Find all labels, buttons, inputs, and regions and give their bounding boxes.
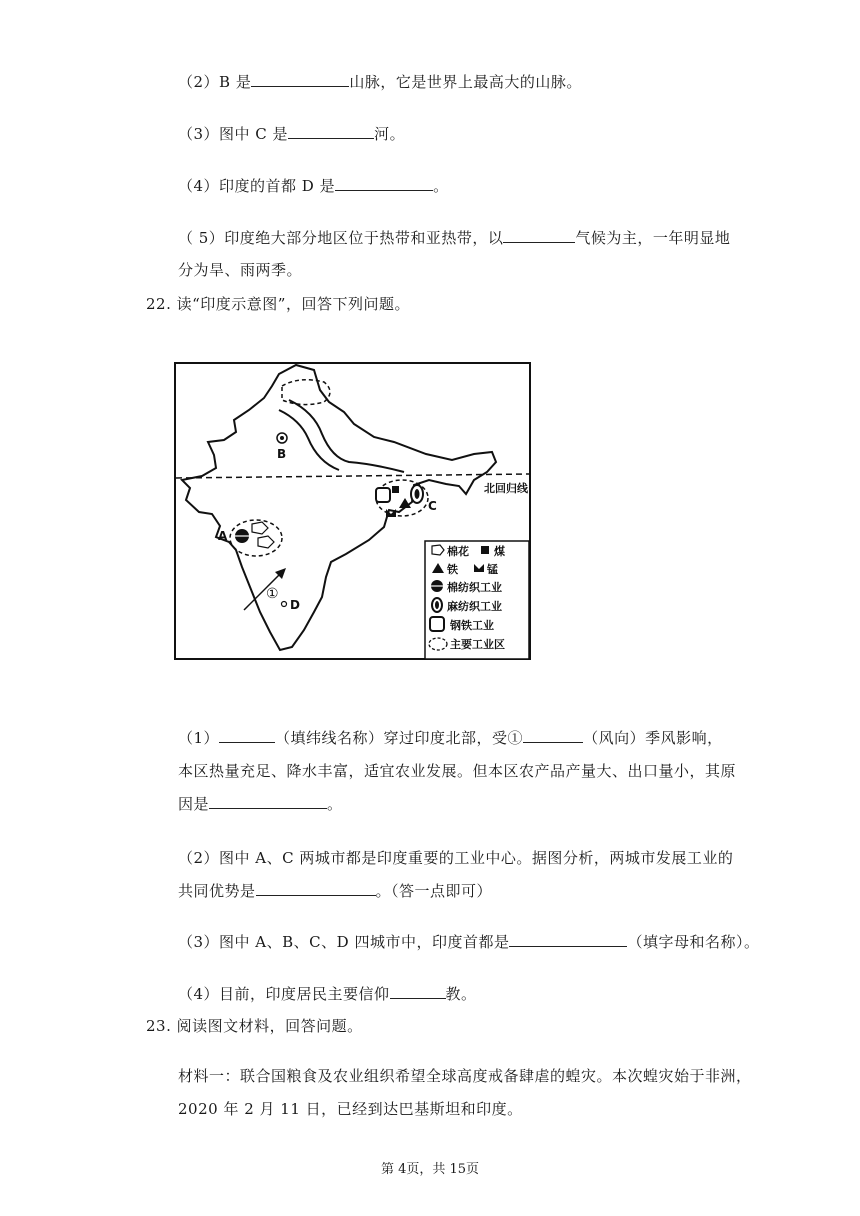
q22-part4-text: 教。 <box>445 985 477 1003</box>
q22-part2-line2 <box>178 881 492 901</box>
q21-part5-text: 气候为主，一年明显地 <box>575 229 731 247</box>
coal-icon <box>392 486 399 493</box>
q22-part2-text: 。（答一点即可） <box>375 882 493 900</box>
answer-blank[interactable] <box>503 228 575 243</box>
q23-material1: 材料一：联合国粮食及农业组织希望全球高度戒备肆虐的蝗灾。本次蝗灾始于非洲， <box>178 1067 752 1085</box>
q22-part4-text: （4）目前，印度居民主要信仰 <box>178 985 390 1003</box>
q22-part2-text: 共同优势是 <box>178 882 256 900</box>
answer-blank[interactable] <box>335 176 433 191</box>
q22-part3 <box>178 932 759 952</box>
q22-part3-text: （3）图中 A、B、C、D 四城市中，印度首都是 <box>178 933 510 951</box>
q21-part4-text: 。 <box>433 177 449 195</box>
q22-part1-text: （填纬线名称）穿过印度北部，受① <box>275 729 524 747</box>
answer-blank[interactable] <box>390 984 446 999</box>
q22-part1-line3 <box>178 794 343 814</box>
legend-steel-icon <box>430 617 444 631</box>
q21-part4 <box>178 176 449 196</box>
q21-part2 <box>178 72 582 92</box>
q22-part1-text: （风向）季风影响， <box>583 729 723 747</box>
answer-blank[interactable] <box>288 124 374 139</box>
q21-part5-cont: 分为旱、雨两季。 <box>178 261 303 279</box>
steel-industry-icon <box>376 488 390 502</box>
arrow-label: ① <box>266 586 279 602</box>
q22-part1-text: 因是 <box>178 795 210 813</box>
q21-part5 <box>178 228 730 248</box>
answer-blank[interactable] <box>256 881 376 896</box>
answer-blank[interactable] <box>219 728 275 743</box>
q22-part2: （2）图中 A、C 两城市都是印度重要的工业中心。据图分析，两城市发展工业的 <box>178 849 734 867</box>
answer-blank[interactable] <box>209 794 327 809</box>
city-label-d: D <box>290 598 300 612</box>
q22-part1-text: 。 <box>327 795 343 813</box>
q22-part1-line2: 本区热量充足、降水丰富，适宜农业发展。但本区农产品产量大、出口量小，其原 <box>178 762 737 780</box>
q23-material1-line2: 2020 年 2 月 11 日，已经到达巴基斯坦和印度。 <box>178 1100 523 1118</box>
city-label-c: C <box>428 499 437 513</box>
q21-part4-text: （4）印度的首都 D 是 <box>178 177 336 195</box>
tropic-label: 北回归线 <box>484 482 528 495</box>
q21-part2-text: （2）B 是 <box>178 73 252 91</box>
legend-coal-icon <box>481 546 489 554</box>
legend-cotton-label: 棉花 <box>447 545 469 558</box>
india-sketch-map <box>174 362 532 662</box>
q22-part4 <box>178 984 477 1004</box>
city-label-b: B <box>277 447 287 461</box>
page-footer: 第 4页，共 15页 <box>380 1162 480 1177</box>
answer-blank[interactable] <box>509 932 627 947</box>
answer-blank[interactable] <box>523 728 583 743</box>
legend-steel-label: 钢铁工业 <box>450 619 494 632</box>
q22-stem: 22. 读“印度示意图”，回答下列问题。 <box>146 295 410 313</box>
q22-part3-text: （填字母和名称）。 <box>627 933 760 951</box>
legend-manganese-label: 锰 <box>487 563 498 576</box>
legend-iron-label: 铁 <box>447 563 458 576</box>
legend-coal-label: 煤 <box>494 545 505 558</box>
answer-blank[interactable] <box>251 72 349 87</box>
q22-part1-text: （1） <box>178 729 220 747</box>
q21-part3 <box>178 124 405 144</box>
legend-cotton-textile-label: 棉纺织工业 <box>447 581 502 594</box>
q21-part5-text: （ 5）印度绝大部分地区位于热带和亚热带，以 <box>178 229 504 247</box>
q23-stem: 23. 阅读图文材料，回答问题。 <box>146 1017 363 1035</box>
legend-jute-textile-label: 麻纺织工业 <box>447 600 502 613</box>
q21-part3-text: 河。 <box>374 125 406 143</box>
legend-industrial-zone-label: 主要工业区 <box>450 638 505 651</box>
q21-part3-text: （3）图中 C 是 <box>178 125 289 143</box>
q22-part1 <box>178 728 723 748</box>
city-label-a: A <box>218 529 228 543</box>
q21-part2-text: 山脉，它是世界上最高大的山脉。 <box>349 73 582 91</box>
